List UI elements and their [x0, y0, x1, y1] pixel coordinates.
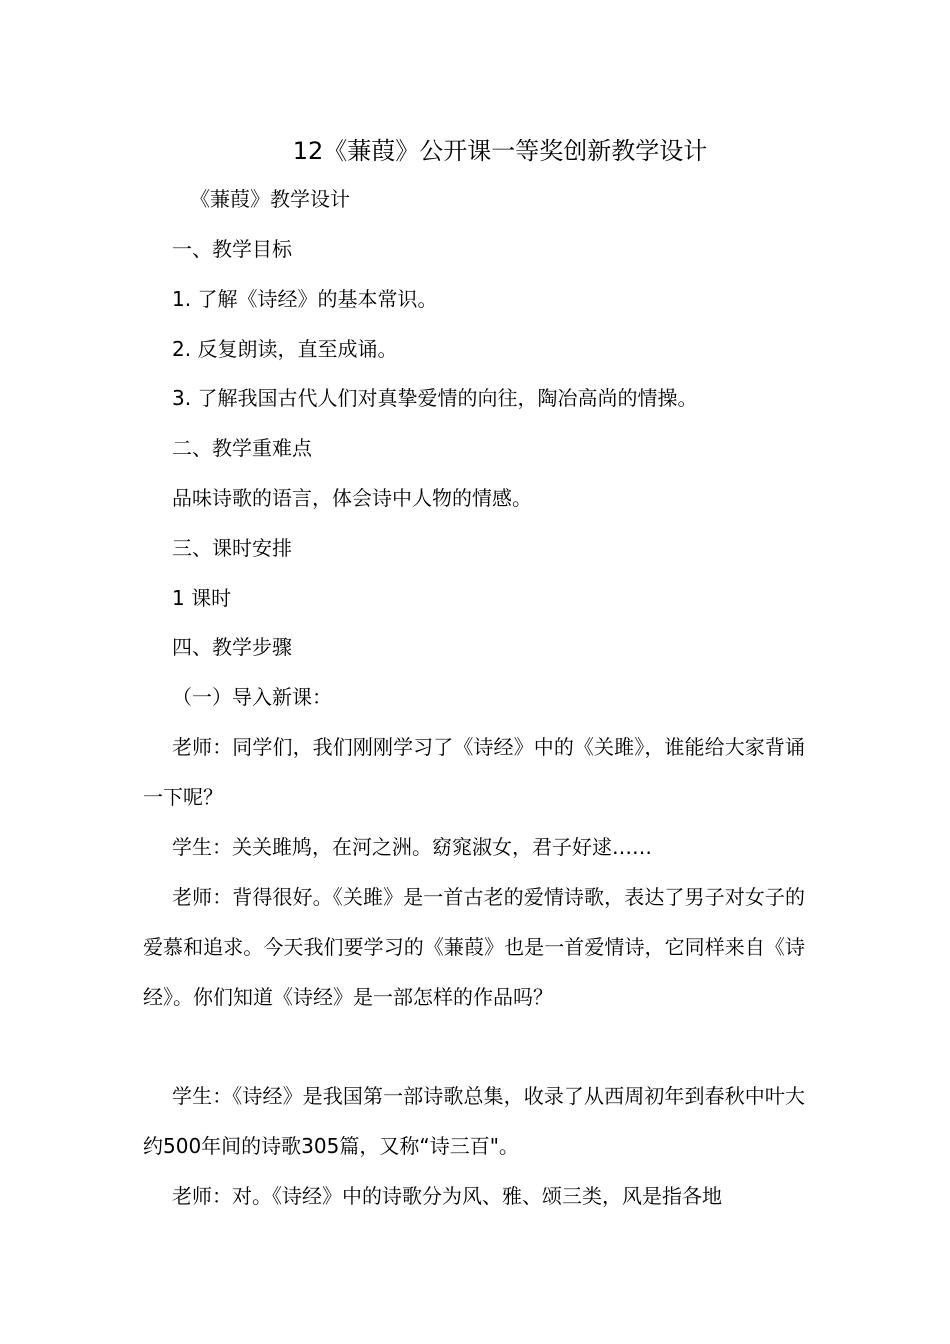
paragraph-student-1: 学生：关关雎鸠，在河之洲。窈窕淑女，君子好逑…… [172, 835, 652, 859]
paragraph-teacher-2: 老师：背得很好。《关雎》是一首古老的爱情诗歌，表达了男子对女子的爱慕和追求。今天我们要学习的《蒹葭》也是一首爱情诗，它同样来自《诗经》。你们知道《诗经》是一部怎样的作品吗？ [143, 885, 805, 1009]
goal-item-1: 1. 了解《诗经》的基本常识。 [172, 287, 438, 311]
step-heading-intro: （一）导入新课： [172, 685, 332, 709]
paragraph-teacher-3: 老师：对。《诗经》中的诗歌分为风、雅、颂三类，风是指各地 [172, 1184, 722, 1208]
design-subtitle: 《蒹葭》教学设计 [190, 187, 350, 211]
goal-item-3: 3. 了解我国古代人们对真挚爱情的向往，陶冶高尚的情操。 [172, 386, 698, 410]
section-heading-schedule: 三、课时安排 [172, 536, 292, 560]
goal-item-2: 2. 反复朗读，直至成诵。 [172, 337, 398, 361]
section-heading-difficulty: 二、教学重难点 [172, 436, 312, 460]
paragraph-teacher-1: 老师：同学们，我们刚刚学习了《诗经》中的《关雎》，谁能给大家背诵一下呢？ [143, 735, 805, 809]
section-heading-goals: 一、教学目标 [172, 237, 292, 261]
schedule-text: 1 课时 [172, 586, 232, 610]
document-title: 12《蒹葭》公开课一等奖创新教学设计 [292, 137, 708, 165]
difficulty-text: 品味诗歌的语言，体会诗中人物的情感。 [172, 486, 532, 510]
section-heading-steps: 四、教学步骤 [172, 635, 292, 659]
paragraph-student-2: 学生：《诗经》是我国第一部诗歌总集，收录了从西周初年到春秋中叶大约500年间的诗歌305篇，又称“诗三百"。 [143, 1084, 805, 1158]
